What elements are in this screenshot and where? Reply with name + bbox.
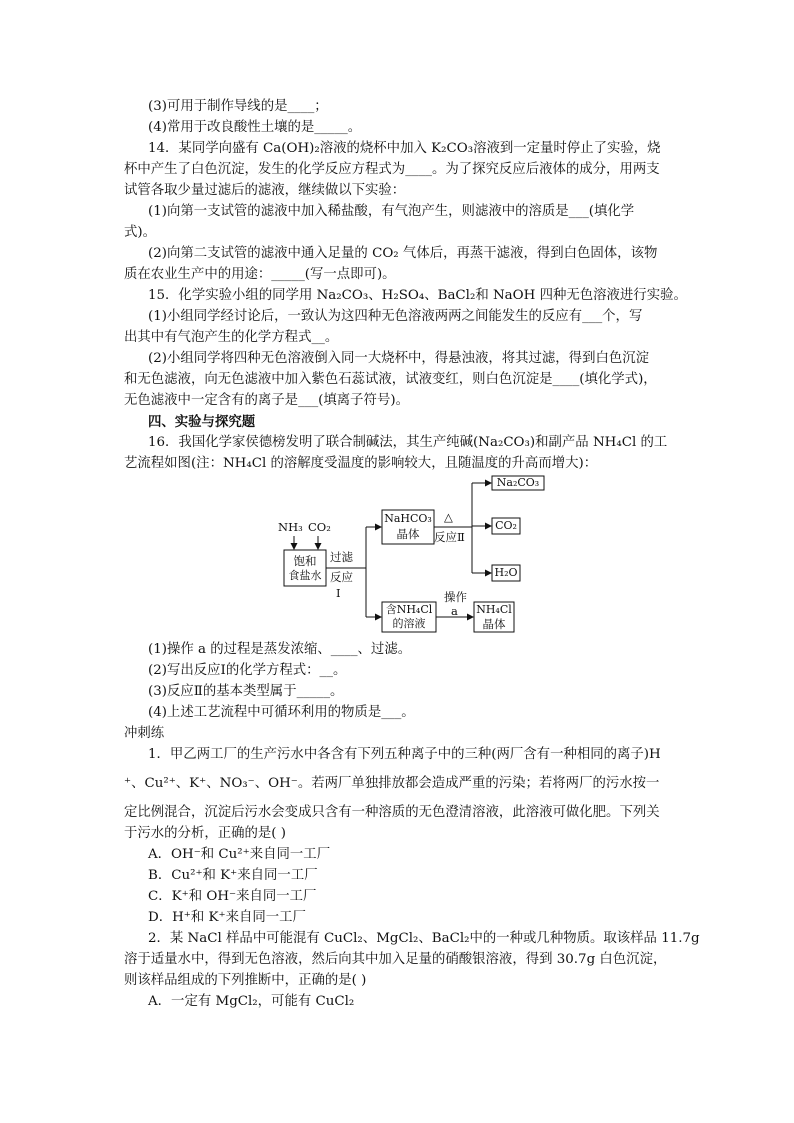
p1-line3: 定比例混合，沉淀后污水会变成只含有一种溶质的无色澄清溶液，此溶液可做化肥。下列关 xyxy=(124,805,660,820)
p1-line2: ⁺、Cu²⁺、K⁺、NO₃⁻、OH⁻。若两厂单独排放都会造成严重的污染；若将两厂的污水按一 xyxy=(124,776,660,791)
q16-line1: 16．我国化学家侯德榜发明了联合制碱法，其生产纯碱(Na₂CO₃)和副产品 NH₄Cl 的工 xyxy=(148,435,668,450)
q16-line2: 艺流程如图(注：NH₄Cl 的溶解度受温度的影响较大，且随温度的升高而增大)： xyxy=(124,456,598,471)
operation-label: 操作 xyxy=(444,590,467,604)
p1-line1: 1．甲乙两工厂的生产污水中各含有下列五种离子中的三种(两厂含有一种相同的离子)H xyxy=(148,747,661,762)
q16-sub4: (4)上述工艺流程中可循环利用的物质是___。 xyxy=(148,705,415,720)
p2-option-a: A．一定有 MgCl₂，可能有 CuCl₂ xyxy=(148,994,355,1009)
co2-input-label: CO₂ xyxy=(308,520,331,534)
co2-output-label: CO₂ xyxy=(495,519,517,532)
na2co3-label: Na₂CO₃ xyxy=(496,476,540,489)
nh4cl-solution-label-1: 含NH₄Cl xyxy=(385,603,433,616)
q13-item4: (4)常用于改良酸性土壤的是_____。 xyxy=(148,120,362,135)
p1-line4: 于污水的分析，正确的是( ) xyxy=(124,826,287,841)
heat-symbol: △ xyxy=(444,510,453,524)
q14-line5: 式)。 xyxy=(124,225,157,240)
reaction-2-label: 反应Ⅱ xyxy=(434,530,465,544)
q14-line1: 14．某同学向盛有 Ca(OH)₂溶液的烧杯中加入 K₂CO₃溶液到一定量时停止了实验，烧 xyxy=(148,141,661,156)
q15-line6: 无色滤液中一定含有的离子是___(填离子符号)。 xyxy=(124,393,409,408)
filter-label: 过滤 xyxy=(330,550,353,564)
nahco3-label: NaHCO₃ xyxy=(384,512,432,525)
nh4cl-crystal-label-2: 晶体 xyxy=(482,617,506,631)
nahco3-crystal-label: 晶体 xyxy=(396,527,420,541)
nh3-label: NH₃ xyxy=(278,520,303,534)
q16-sub3: (3)反应Ⅱ的基本类型属于_____。 xyxy=(148,684,344,699)
p2-line2: 溶于适量水中，得到无色溶液，然后向其中加入足量的硝酸银溶液，得到 30.7g 白色沉淀， xyxy=(124,952,667,967)
q14-line2: 杯中产生了白色沉淀，发生的化学反应方程式为____。为了探究反应后液体的成分，用两支 xyxy=(124,162,660,177)
reaction-1-numeral: Ⅰ xyxy=(336,586,341,600)
p1-option-b: B．Cu²⁺和 K⁺来自同一工厂 xyxy=(148,868,318,883)
p1-option-c: C．K⁺和 OH⁻来自同一工厂 xyxy=(148,889,317,904)
q15-line5: 和无色滤液，向无色滤液中加入紫色石蕊试液，试液变红，则白色沉淀是____(填化学式)， xyxy=(124,372,657,387)
h2o-label: H₂O xyxy=(494,566,518,579)
q15-line1: 15．化学实验小组的同学用 Na₂CO₃、H₂SO₄、BaCl₂和 NaOH 四种无色溶液进行实验。 xyxy=(148,288,687,303)
q14-line4: (1)向第一支试管的滤液中加入稀盐酸，有气泡产生，则滤液中的溶质是___(填化学 xyxy=(148,204,635,219)
q15-line2: (1)小组同学经讨论后，一致认为这四种无色溶液两两之间能发生的反应有___个，写 xyxy=(148,309,643,324)
operation-a-label: a xyxy=(451,604,458,618)
brine-label-2: 食盐水 xyxy=(288,569,322,582)
p1-option-d: D．H⁺和 K⁺来自同一工厂 xyxy=(148,910,306,925)
nh4cl-solution-label-2: 的溶液 xyxy=(392,617,426,630)
q15-line3: 出其中有气泡产生的化学方程式__。 xyxy=(124,330,339,345)
sprint-title: 冲刺练 xyxy=(124,726,165,741)
q13-item3: (3)可用于制作导线的是____； xyxy=(148,99,328,114)
section-4-title: 四、实验与探究题 xyxy=(148,414,256,430)
nh4cl-crystal-label-1: NH₄Cl xyxy=(476,603,512,616)
q16-sub1: (1)操作 a 的过程是蒸发浓缩、____、过滤。 xyxy=(148,642,412,657)
q14-line7: 质在农业生产中的用途：_____(写一点即可)。 xyxy=(124,267,396,282)
q14-line3: 试管各取少量过滤后的滤液，继续做以下实验： xyxy=(124,183,406,198)
reaction-1-label: 反应 xyxy=(330,570,353,584)
q15-line4: (2)小组同学将四种无色溶液倒入同一大烧杯中，得悬浊液，将其过滤，得到白色沉淀 xyxy=(148,351,650,366)
q16-sub2: (2)写出反应Ⅰ的化学方程式：__。 xyxy=(148,663,347,678)
brine-label-1: 饱和 xyxy=(293,554,317,568)
p1-option-a: A．OH⁻和 Cu²⁺来自同一工厂 xyxy=(148,847,331,862)
process-flow-diagram xyxy=(270,470,560,640)
q14-line6: (2)向第二支试管的滤液中通入足量的 CO₂ 气体后，再蒸干滤液，得到白色固体，该物 xyxy=(148,246,658,261)
p2-line3: 则该样品组成的下列推断中，正确的是( ) xyxy=(124,973,367,988)
p2-line1: 2．某 NaCl 样品中可能混有 CuCl₂、MgCl₂、BaCl₂中的一种或几种物质。取该样品 11.7g xyxy=(148,931,700,946)
